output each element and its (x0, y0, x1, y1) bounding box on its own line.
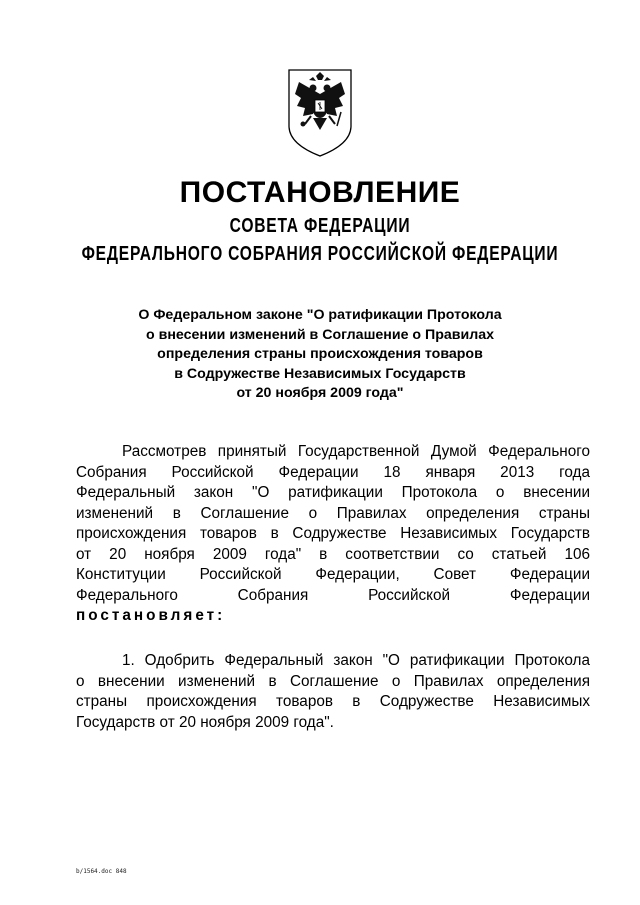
file-reference: b/1564.doc 848 (76, 868, 127, 875)
subject-line: определения страны происхождения товаров (157, 346, 483, 363)
item-line: Государств от 20 ноября 2009 года". (76, 713, 334, 731)
subject-line: от 20 ноября 2009 года" (236, 385, 404, 402)
subject-line: о внесении изменений в Соглашение о Правилах (145, 326, 495, 343)
document-subject (80, 306, 560, 404)
coat-of-arms-icon (285, 64, 355, 160)
preamble-line: Федерального Собрания Российской Федерации (76, 586, 590, 604)
preamble-line: Конституции Российской Федерации, Совет Федерации (76, 566, 590, 583)
resolves-line (76, 606, 590, 627)
preamble-line: Федеральный закон "О ратификации Протокола о внесении (76, 484, 590, 501)
preamble-line: изменений в Соглашение о Правилах определения страны (76, 504, 590, 522)
preamble-line: Рассмотрев принятый Государственной Думой Федерального (122, 443, 590, 460)
item-line: о внесении изменений в Соглашение о Правилах определения (76, 672, 590, 690)
issuer-line-2: ФЕДЕРАЛЬНОГО СОБРАНИЯ РОССИЙСКОЙ ФЕДЕРАЦИИ (81, 243, 559, 265)
issuer-line-1: СОВЕТА ФЕДЕРАЦИИ (229, 215, 411, 237)
subject-line: О Федеральном законе "О ратификации Протокола (138, 307, 502, 323)
document-title: ПОСТАНОВЛЕНИЕ (179, 176, 461, 209)
preamble-line: Собрания Российской Федерации 18 января 2013 года (76, 463, 590, 481)
preamble-line: от 20 ноября 2009 года" в соответствии со статьей 106 (76, 545, 590, 563)
preamble-paragraph (76, 442, 590, 627)
subject-line: в Содружестве Независимых Государств (174, 365, 466, 382)
item-line: 1. Одобрить Федеральный закон "О ратификации Протокола (122, 652, 590, 669)
item-1-paragraph (76, 651, 590, 733)
item-line: страны происхождения товаров в Содружестве Независимых (76, 693, 590, 710)
resolves-word: постановляет: (76, 607, 226, 624)
preamble-line: происхождения товаров в Содружестве Независимых Государств (76, 525, 590, 542)
